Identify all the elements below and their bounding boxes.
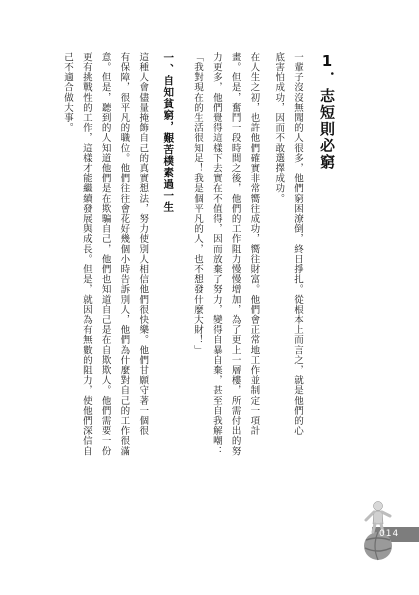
paragraph-3-line-1: 這種人會儘量掩飾自己的真實想法，努力使別人相信他們很快樂。他們甘願守著一個很 [137, 52, 149, 436]
paragraph-3-line-4: 更有挑戰性的工作，這樣才能繼續發展與成長。但是，就因為有無數的阻力，使他們深信自 [80, 52, 92, 456]
paragraph-2-line-2: 畫。但是，奮鬥一段時間之後，他們的工作阻力慢慢增加，為了更上一層樓，所需付出的努 [229, 52, 241, 456]
paragraph-3-line-3: 意。但是，聽到的人知道他們是在欺騙自己，他們也知道自己是在自欺欺人。他們需要一份 [99, 52, 111, 456]
paragraph-3-line-5: 己不適合做大事。 [62, 52, 74, 133]
paragraph-2-line-3: 力更多，他們覺得這樣下去實在不值得，因而放棄了努力，變得自暴自棄，甚至自我解嘲： [210, 52, 222, 456]
paragraph-1-line-2: 底害怕成功，因而不敢選擇成功。 [273, 52, 285, 204]
paragraph-3-line-2: 有保障，很平凡的職位。他們往往會花好幾個小時告訴別人，他們為什麼對自己的工作很滿 [118, 52, 130, 456]
paragraph-2-line-4: 「我對現在的生活很知足！我是個平凡的人，也不想發什麼大財！」 [192, 52, 204, 355]
chapter-title: 1．志短則必窮 [318, 52, 336, 171]
page-number: 014 [379, 529, 400, 539]
paragraph-1-line-1: 一輩子沒沒無聞的人很多，他們窮困潦倒，終日掙扎。從根本上而言之，就是他們的心 [292, 52, 303, 436]
section-heading: 一、自知貧窮，艱苦樸素過一生 [162, 52, 175, 213]
vertical-text-body [40, 52, 340, 552]
paragraph-2-line-1: 在人生之初，也許他們確實非常嚮往成功，嚮往財富。他們會正常地工作並制定一項計 [248, 52, 260, 436]
